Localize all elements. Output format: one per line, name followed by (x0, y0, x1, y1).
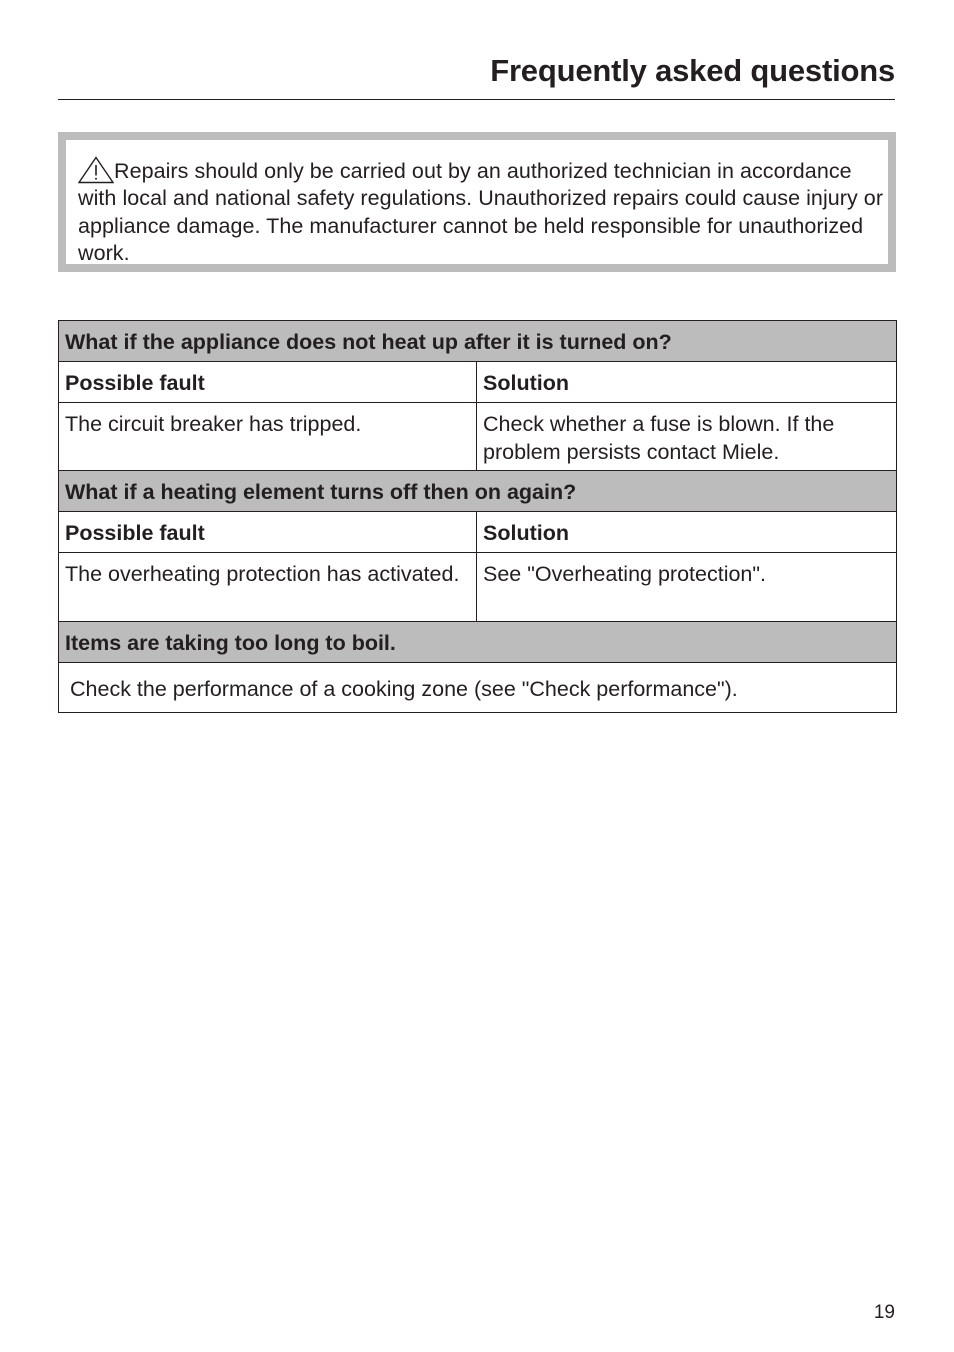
solution-header: Solution (477, 362, 897, 403)
table-row (59, 553, 897, 622)
question-heading: What if the appliance does not heat up after it is turned on? (59, 321, 897, 362)
warning-triangle-icon (78, 156, 114, 184)
question-row (59, 622, 897, 663)
answer-cell: Check the performance of a cooking zone (see "Check performance"). (59, 663, 897, 713)
solution-header: Solution (477, 512, 897, 553)
possible-fault-header: Possible fault (59, 362, 477, 403)
question-row (59, 321, 897, 362)
question-heading: Items are taking too long to boil. (59, 622, 897, 663)
faq-table (58, 320, 897, 713)
table-row (59, 403, 897, 471)
page-number: 19 (873, 1302, 895, 1323)
possible-fault-header: Possible fault (59, 512, 477, 553)
question-heading: What if a heating element turns off then on again? (59, 471, 897, 512)
fault-cell: The overheating protection has activated. (59, 553, 477, 622)
warning-text (78, 156, 890, 267)
solution-cell: See "Overheating protection". (477, 553, 897, 622)
solution-cell: Check whether a fuse is blown. If the problem persists contact Miele. (477, 403, 897, 471)
column-header-row (59, 512, 897, 553)
title-divider (58, 99, 895, 100)
page-title: Frequently asked questions (490, 53, 895, 88)
warning-box (58, 132, 896, 272)
table-row (59, 663, 897, 713)
warning-message: Repairs should only be carried out by an authorized technician in accordance with local and national safety regulations. Unauthorized repairs could cause injury or appliance damage. The manufacturer cannot be held responsible for unauthorized work. (78, 159, 884, 265)
question-row (59, 471, 897, 512)
fault-cell: The circuit breaker has tripped. (59, 403, 477, 471)
column-header-row (59, 362, 897, 403)
